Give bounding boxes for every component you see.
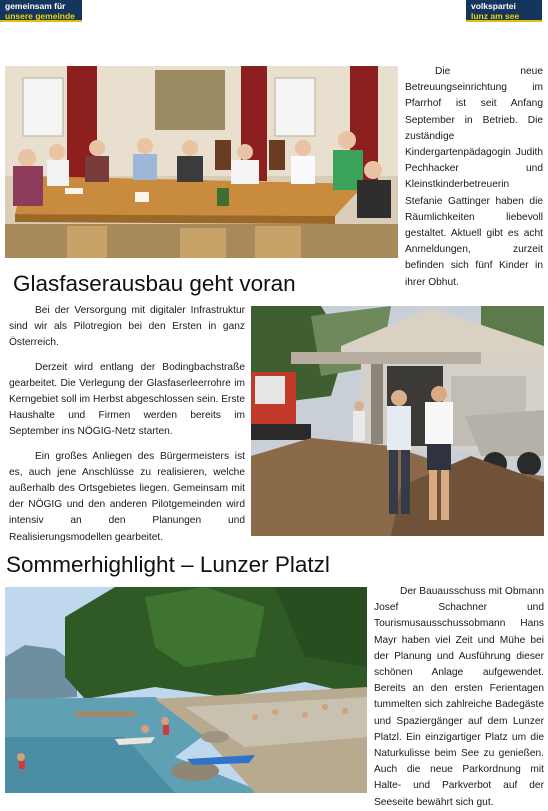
slogan-line-2: unsere gemeinde	[5, 10, 75, 21]
summer-article-text	[374, 584, 544, 811]
fiber-paragraph-2: Derzeit wird entlang der Bodingbachstraße gearbeitet. Die Verlegung der Glasfaserleerrohre im Kerngebiet soll im Herbst abgeschlossen sein. Erste Haushalte und Firmen werden bereits im September ins NÖGIG-Netz starten.	[9, 361, 245, 438]
childcare-meeting-photo	[5, 66, 398, 258]
summer-paragraph: Der Bauausschuss mit Obmann Josef Schachner und Tourismusausschussobmann Hans Mayr haben viel Zeit und Mühe bei der Planung und Ausführung dieser schönen Anlage aufgewendet. Bereits an den ersten Ferientagen tummelten sich zahlreiche Badegäste und Spaziergänger auf dem Lunzer Platzl. Ein einzigartiger Platz um die Naturkulisse beim See zu genießen. Auch die neue Parkordnung mit Halte- und Parkverbot auf der Seeseite bewährt sich gut.	[374, 586, 544, 808]
fiber-article-text	[9, 303, 245, 554]
party-logo-badge	[466, 0, 542, 22]
lake-platzl-photo	[5, 587, 367, 793]
summer-section-title: Sommerhighlight – Lunzer Platzl	[6, 552, 330, 577]
fiber-section-title: Glasfaserausbau geht voran	[13, 271, 296, 296]
fiber-paragraph-1: Bei der Versorgung mit digitaler Infrastruktur sind wir als Pilotregion bei den Ersten in ganz Österreich.	[9, 305, 245, 349]
childcare-article-text	[405, 64, 543, 291]
childcare-paragraph: Die neue Betreuungseinrichtung im Pfarrhof ist seit Anfang September in Betrieb. Die zuständige Kindergartenpädagogin Judith Pechhacker und Kleinstkinderbetreuerin Stefanie Gattinger haben die Räumlichkeiten liebevoll gestaltet. Aktuell gibt es acht Anmeldungen, zurzeit befinden sich fünf Kinder in ihrer Obhut.	[405, 66, 543, 288]
fiber-construction-photo	[251, 306, 544, 536]
party-name: volkspartei	[471, 1, 516, 11]
slogan-line-1: gemeinsam für	[5, 1, 66, 11]
fiber-paragraph-3: Ein großes Anliegen des Bürgermeisters ist es, auch jene Anschlüsse zu realisieren, welche außerhalb des Ortsgebietes liegen. Gemeinsam mit der NÖGIG und den anderen Pilotgemeinden wird intensiv an den Planungen und Realisierungsmodellen gearbeitet.	[9, 450, 245, 543]
party-slogan-badge	[0, 0, 82, 22]
party-location: lunz am see	[471, 10, 520, 21]
